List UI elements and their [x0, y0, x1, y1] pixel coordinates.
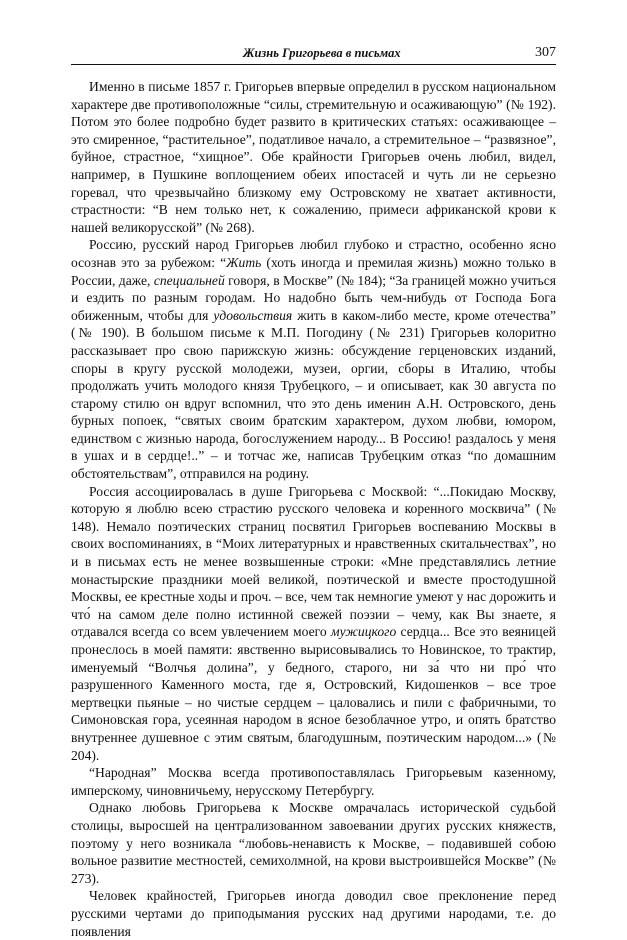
paragraph — [71, 799, 556, 887]
paragraph — [71, 78, 556, 236]
text-run: Россию, русский народ Григорьев любил глубоко и страстно, особенно ясно осознав это за рубежом: “ — [71, 237, 556, 270]
paragraph — [71, 236, 556, 482]
text-run: жить в каком-либо месте, кроме отечества” (№ 190). В большом письме к М.П. Погодину (№ 231) Григорьев колоритно рассказывает про свою парижскую жизнь: обсуждение герценовских изданий, споры в кругу русской молодежи, музеи, оргии, сборы в Италию, чтобы продолжать учить молодого князя Трубецкого, – и описывает, как 30 августа по старому стилю он вдруг вспомнил, что это день именин А.Н. Островского, день бурных попоек, “святых своим братским характером, духом любви, юмором, единством с жизнью народа, богослужением народу... В Россию! раздалось у меня в ушах и в сердце!..” – и тотчас же, написав Трубецким отказ “по домашним обстоятельствам”, отправился на родину. — [71, 307, 556, 482]
text-run: сердца... Все это веяницей пронеслось в моей памяти: явственно вырисовывались то Новинское, то трактир, именуемый “Волчья долина”, у бедного, старого, ни за́ что ни про́ что разрушенного Каменного моста, где я, Островский, Кидошенков – все трое мертвецки пьяные – но чистые сердцем – цаловались и пили с фабричными, то Симоновская гора, усеянная народом в ясное безоблачное утро, и опять братство внутреннее душевное с этим святым, благодушным, поэтическим народом...» (№ 204). — [71, 624, 556, 763]
emphasized-word: мужицкого — [330, 624, 397, 640]
emphasized-word: специальней — [153, 272, 225, 288]
paragraph — [71, 483, 556, 765]
emphasized-word: удовольствия — [213, 307, 293, 323]
page-number: 307 — [535, 45, 556, 60]
paragraph — [71, 764, 556, 799]
text-run: (хоть иногда и премилая жизнь) можно только в России, даже, — [71, 254, 556, 288]
text-run: говоря, в Москве” (№ 184); “За границей можно учиться и ездить по разным городам. Но надобно быть чем-нибудь от Господа Бога обиженным, чтобы для — [71, 272, 556, 323]
emphasized-word: Жить — [226, 254, 262, 270]
text-run: Человек крайностей, Григорьев иногда доводил свое преклонение перед русскими чертами до приподымания русских над другими народами, т.е. до появления — [71, 888, 556, 939]
text-run: “Народная” Москва всегда противопоставлялась Григорьевым казенному, имперскому, чиновничьему, нерусскому Петербургу. — [71, 765, 556, 798]
text-run: Россия ассоциировалась в душе Григорьева с Москвой: “...Покидаю Москву, которую я люблю всею страстию русского человека и коренного москвича” (№ 148). Немало поэтических страниц посвятил Григорьев воспеванию Москвы в своих воспоминаниях, в “Моих литературных и нравственных скитальчествах”, но и в письмах есть не менее возвышенные строки: «Мне представлялись летние монастырские праздники моей великой, поэтической и вместе простодушной Москвы, ее крестные ходы и проч. – все, чем так немногие умеют у нас дорожить и что́ на самом деле полно истинной свежей поэзии – чему, как Вы знаете, я отдавался всегда со всем увлечением моего — [71, 483, 556, 640]
paragraph — [71, 887, 556, 940]
body-text — [71, 78, 556, 940]
page-header — [71, 44, 556, 65]
text-run: Именно в письме 1857 г. Григорьев впервые определил в русском национальном характере две противоположные “силы, стремительную и осаживающую” (№ 192). Потом это более подробно будет развито в критических статьях: осаживающее – это смиренное, “растительное”, податливое начало, а стремительное – “развязное”, буйное, страстное, “хищное”. Обе крайности Григорьев очень любил, видел, например, в Пушкине воплощением обеих ипостасей и чуть ли не серьезно горевал, что чрезвычайно близкому ему Островскому не хватает активности, страстности: “В нем только нет, к сожалению, примеси африканской крови к нашей великорусской” (№ 268). — [71, 79, 556, 235]
text-run: Однако любовь Григорьева к Москве омрачалась исторической судьбой столицы, выросшей на централизованном завоевании других русских княжеств, поэтому у него возникала “любовь-ненависть к Москве, – подавившей собою вольное развитие местностей, семихолмной, на крови выстроившейся Москве” (№ 273). — [71, 800, 556, 886]
running-title: Жизнь Григорьева в письмах — [243, 46, 401, 60]
